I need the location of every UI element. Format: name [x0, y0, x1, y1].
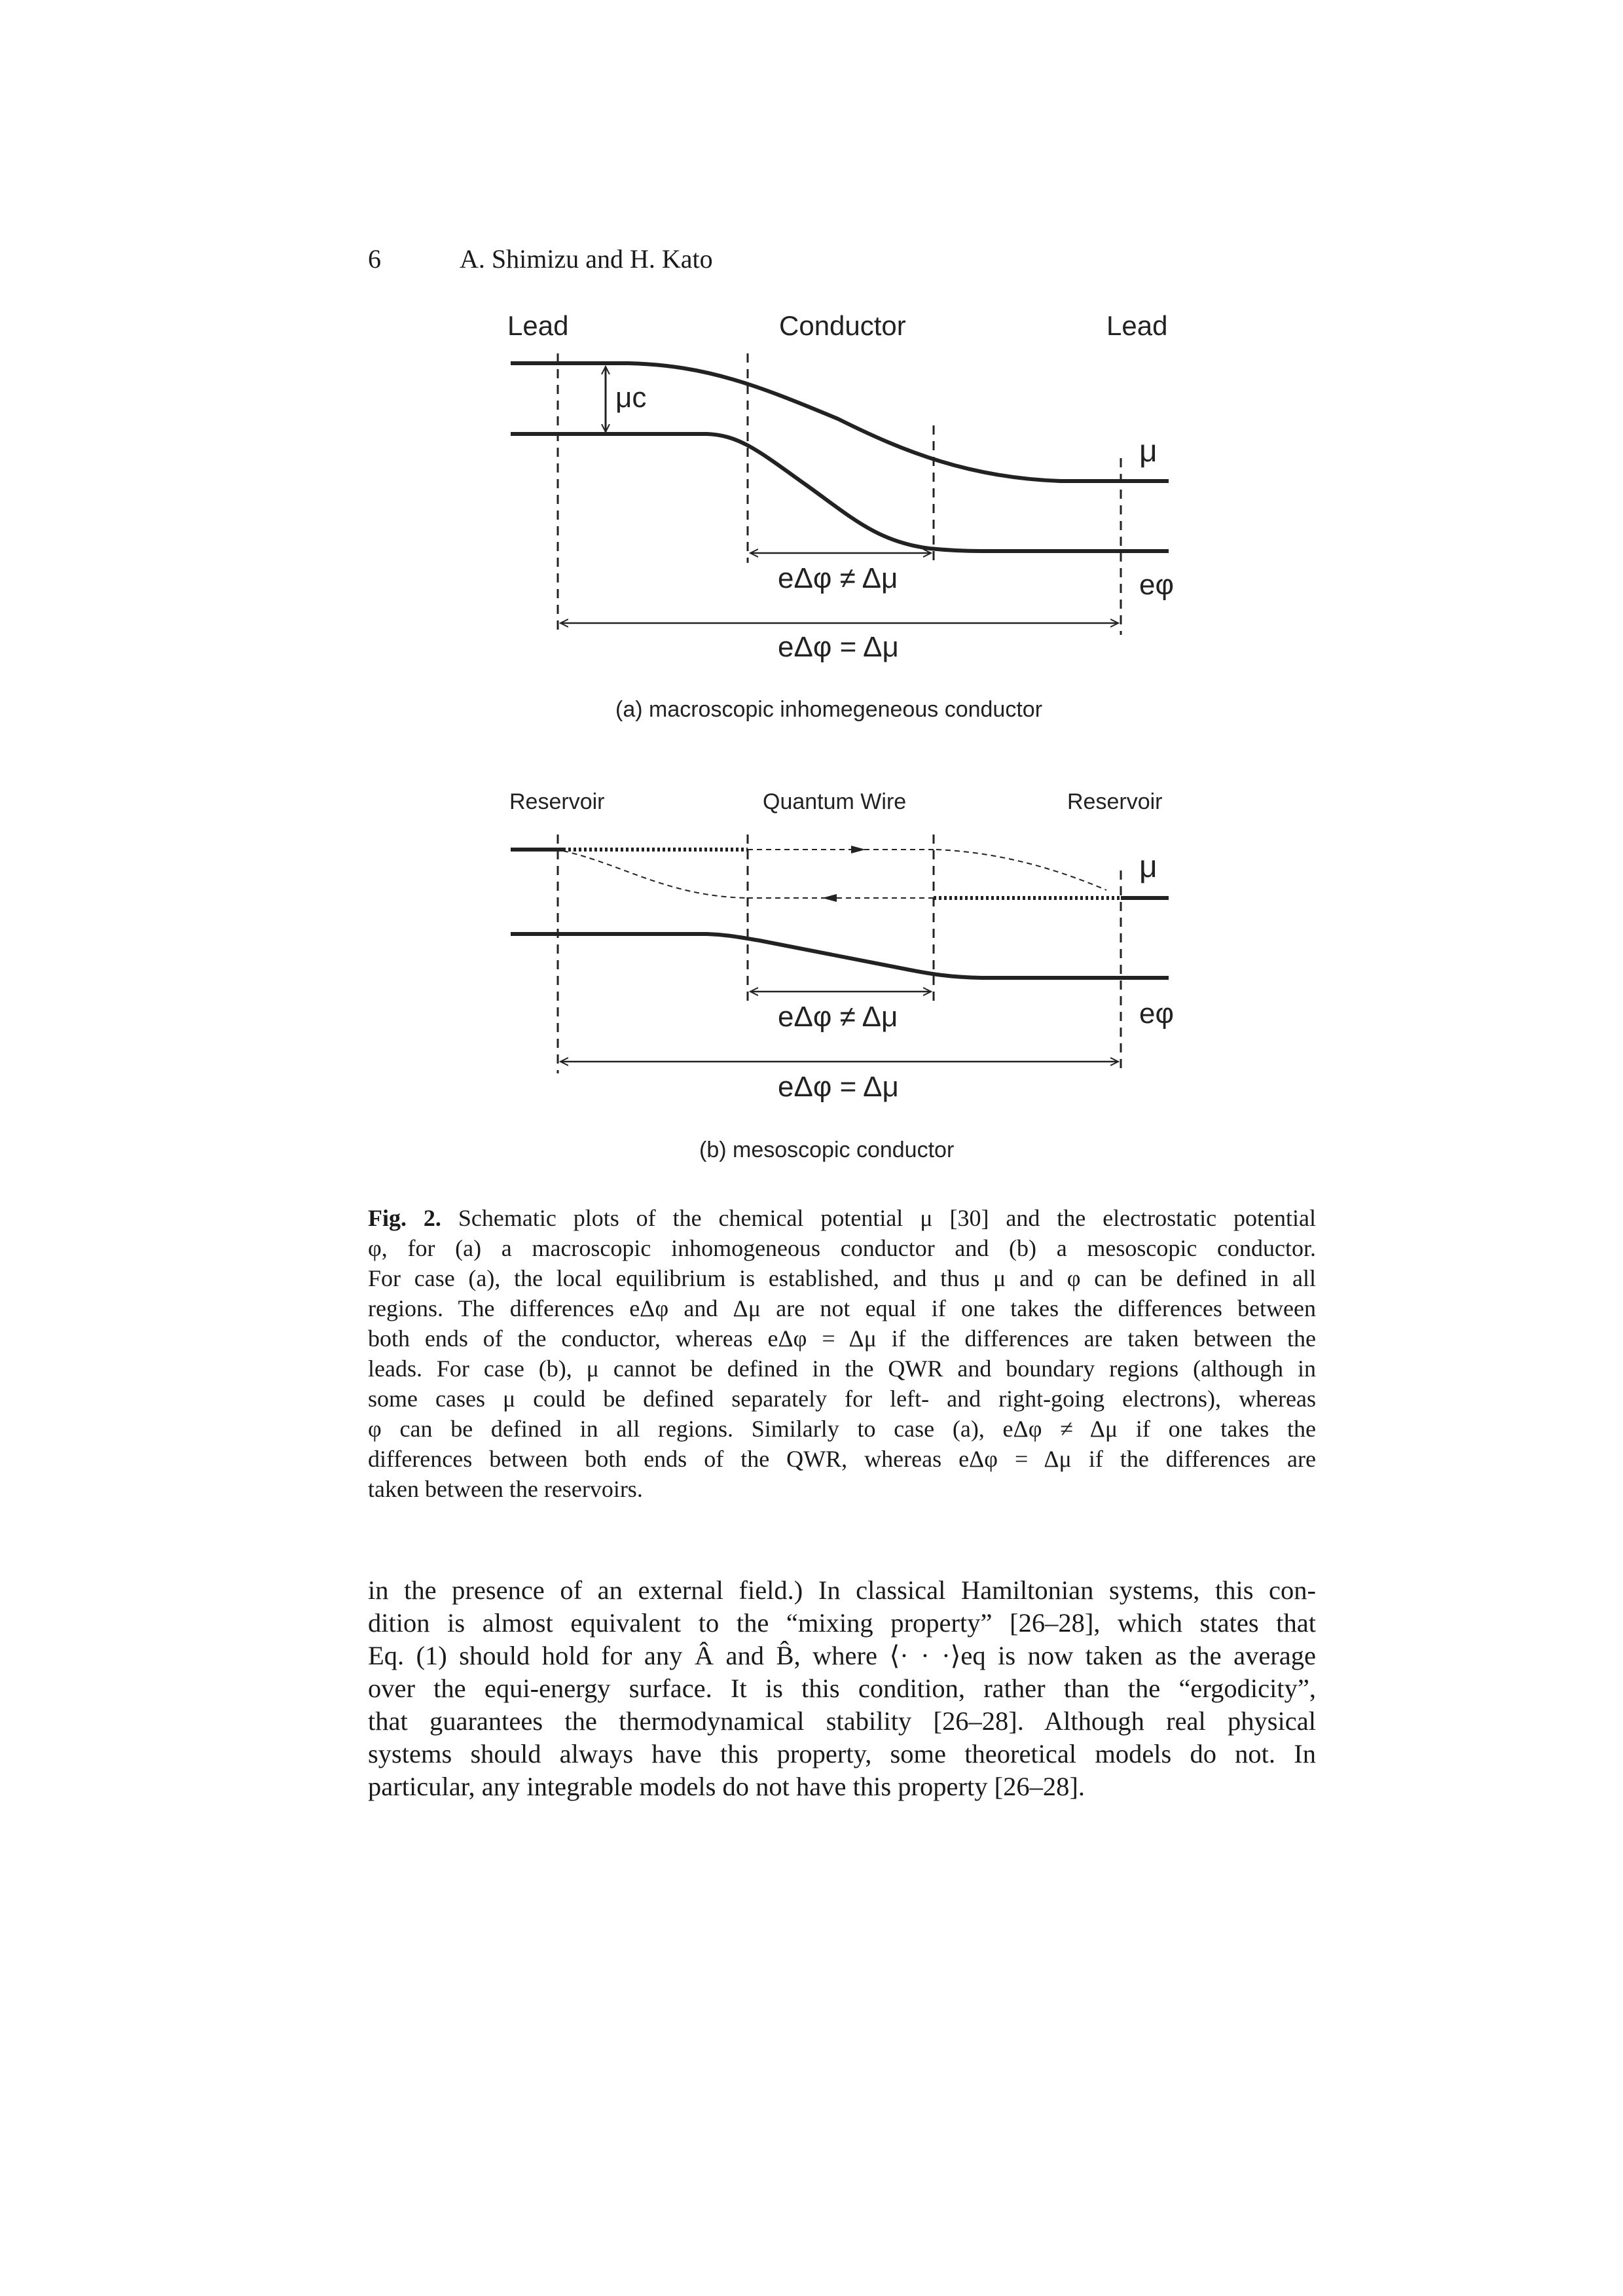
ephi-label: eφ: [1139, 569, 1175, 601]
mu-label: μ: [1139, 434, 1158, 469]
body-line: that guarantees the thermodynamical stability [26–28]. Although real physical: [368, 1706, 1316, 1736]
ephi-curve: [511, 934, 1169, 978]
caption-line: both ends of the conductor, whereas eΔφ = Δμ if the differences are taken between the: [368, 1325, 1316, 1352]
label-lead-right: Lead: [1106, 310, 1168, 341]
outer-relation: eΔφ = Δμ: [778, 631, 899, 663]
inner-relation: eΔφ ≠ Δμ: [778, 562, 898, 594]
body-line: over the equi-energy surface. It is this condition, rather than the “ergodicity”,: [368, 1674, 1316, 1703]
label-lead-left: Lead: [507, 310, 569, 341]
caption-line: φ can be defined in all regions. Similarly to case (a), eΔφ ≠ Δμ if one takes the: [368, 1416, 1316, 1442]
label-reservoir-right: Reservoir: [1067, 789, 1163, 814]
caption-line: φ, for (a) a macroscopic inhomogeneous conductor and (b) a mesoscopic conductor.: [368, 1235, 1316, 1261]
body-line: systems should always have this property, some theoretical models do not. In: [368, 1739, 1316, 1768]
mu-label: μ: [1139, 850, 1158, 884]
panel-a: [507, 310, 1174, 722]
body-line: Eq. (1) should hold for any Â and B̂, where ⟨· · ·⟩eq is now taken as the average: [368, 1641, 1316, 1670]
caption-line: taken between the reservoirs.: [368, 1476, 643, 1502]
figure-caption: [368, 1203, 1316, 1504]
right-going-decay: [936, 850, 1106, 890]
label-reservoir-left: Reservoir: [509, 789, 605, 814]
caption-line: Fig. 2. Schematic plots of the chemical potential μ [30] and the electrostatic potential: [368, 1205, 1316, 1231]
figure-label: Fig. 2.: [368, 1205, 441, 1231]
body-line: particular, any integrable models do not have this property [26–28].: [368, 1772, 1085, 1801]
panel-a-caption: (a) macroscopic inhomegeneous conductor: [615, 697, 1043, 722]
left-going-decay: [563, 851, 748, 898]
page-number: 6: [368, 244, 381, 274]
outer-relation: eΔφ = Δμ: [778, 1071, 899, 1103]
caption-line: leads. For case (b), μ cannot be defined in the QWR and boundary regions (although in: [368, 1355, 1316, 1382]
body-line: in the presence of an external field.) In classical Hamiltonian systems, this con-: [368, 1575, 1316, 1605]
running-head-authors: A. Shimizu and H. Kato: [460, 244, 713, 274]
ephi-label: eφ: [1139, 997, 1175, 1030]
caption-line: regions. The differences eΔφ and Δμ are not equal if one takes the differences between: [368, 1295, 1316, 1321]
inner-relation: eΔφ ≠ Δμ: [778, 1001, 898, 1033]
label-quantum-wire: Quantum Wire: [763, 789, 907, 814]
mu-curve: [511, 363, 1169, 481]
mu-c-label: μc: [615, 382, 647, 414]
label-conductor: Conductor: [779, 310, 906, 341]
body-paragraph: [368, 1574, 1316, 1803]
caption-line: For case (a), the local equilibrium is established, and thus μ and φ can be defined in all: [368, 1265, 1316, 1291]
ephi-curve: [511, 434, 1169, 551]
panel-b-caption: (b) mesoscopic conductor: [699, 1138, 955, 1162]
caption-line: some cases μ could be defined separately for left- and right-going electrons), whereas: [368, 1386, 1316, 1412]
panel-b: [509, 789, 1174, 1162]
body-line: dition is almost equivalent to the “mixing property” [26–28], which states that: [368, 1608, 1316, 1638]
caption-line: differences between both ends of the QWR, whereas eΔφ = Δμ if the differences are: [368, 1446, 1316, 1472]
